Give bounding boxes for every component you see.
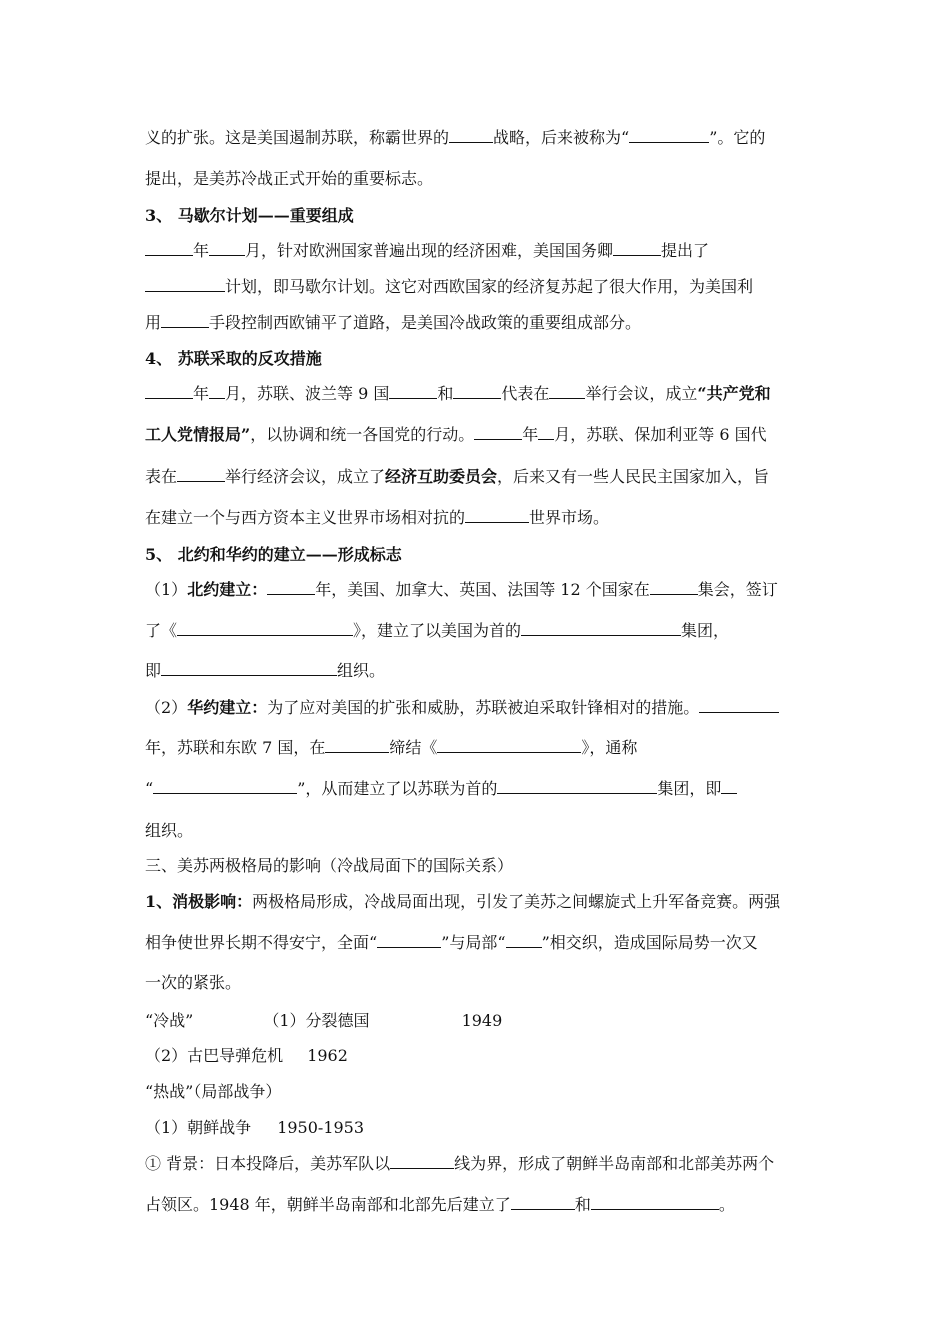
paragraph-line: [145, 1194, 735, 1216]
fill-blank[interactable]: [497, 778, 657, 794]
text: 一次的紧张。: [145, 973, 242, 992]
text: 年: [193, 241, 210, 260]
text: 》，通称: [581, 738, 638, 757]
text: 月，苏联、保加利亚等 6 国代: [554, 425, 767, 444]
fill-blank[interactable]: [538, 424, 554, 440]
text: 在建立一个与西方资本主义世界市场相对抗的: [145, 508, 466, 527]
text: ”，从而建立了以苏联为首的: [297, 779, 498, 798]
paragraph-line: [145, 1153, 774, 1175]
fill-blank[interactable]: [721, 778, 737, 794]
text: 月，苏联、波兰等 9 国: [225, 384, 390, 403]
fill-blank[interactable]: [161, 312, 209, 328]
section-heading: [145, 348, 322, 370]
text: “冷战”: [145, 1011, 194, 1030]
text: 年: [522, 425, 539, 444]
text: 集会，签订: [697, 580, 778, 599]
text: 相争使世界长期不得安宁，全面“: [145, 933, 378, 952]
text: 年，苏联和东欧 7 国，在: [145, 738, 326, 757]
paragraph-line: [145, 620, 729, 642]
paragraph-line: [145, 127, 765, 149]
bold-text: 北约建立：: [187, 580, 268, 599]
text: 和: [437, 384, 454, 403]
bold-text: 1、消极影响：: [145, 892, 253, 911]
text: 组织。: [145, 821, 194, 840]
text: 线为界，形成了朝鲜半岛南部和北部美苏两个: [454, 1154, 775, 1173]
text: 缔结《: [389, 738, 438, 757]
fill-blank[interactable]: [613, 240, 661, 256]
fill-blank[interactable]: [629, 127, 709, 143]
text: 用: [145, 313, 162, 332]
fill-blank[interactable]: [474, 424, 522, 440]
text: 。: [718, 1195, 735, 1214]
text: （1）: [145, 580, 188, 599]
fill-blank[interactable]: [549, 383, 585, 399]
text: 为了应对美国的扩张和威胁，苏联被迫采取针锋相对的措施。: [267, 698, 700, 717]
text: （1）朝鲜战争: [145, 1118, 252, 1137]
text: ，以协调和统一各国党的行动。: [250, 425, 475, 444]
year: 1962: [307, 1046, 348, 1065]
fill-blank[interactable]: [650, 579, 698, 595]
fill-blank[interactable]: [177, 620, 353, 636]
text: 两极格局形成，冷战局面出现，引发了美苏之间螺旋式上升军备竞赛。两强: [252, 892, 781, 911]
paragraph-line: [145, 737, 637, 759]
text: 年: [193, 384, 210, 403]
fill-blank[interactable]: [377, 932, 441, 948]
fill-blank[interactable]: [145, 276, 225, 292]
text: ”。它的: [709, 128, 766, 147]
fill-blank[interactable]: [453, 383, 501, 399]
fill-blank[interactable]: [591, 1194, 719, 1210]
text: 占领区。1948 年，朝鲜半岛南部和北部先后建立了: [145, 1195, 511, 1214]
text: 手段控制西欧铺平了道路，是美国冷战政策的重要组成部分。: [209, 313, 642, 332]
fill-blank[interactable]: [145, 240, 193, 256]
fill-blank[interactable]: [209, 240, 245, 256]
paragraph-line: [145, 466, 769, 488]
text: ① 背景：日本投降后，美苏军队以: [145, 1154, 391, 1173]
paragraph-line: [145, 276, 753, 298]
paragraph-line: [145, 972, 241, 994]
text: 义的扩张。这是美国遏制苏联，称霸世界的: [145, 128, 450, 147]
text: 世界市场。: [529, 508, 610, 527]
text: 组织。: [337, 661, 386, 680]
text: 集团，即: [657, 779, 722, 798]
text: （1）分裂德国: [263, 1011, 370, 1030]
paragraph-line: [145, 424, 767, 446]
text: 表在: [145, 467, 178, 486]
paragraph-line: [145, 660, 385, 682]
paragraph-line: [145, 168, 433, 190]
text: 计划，即马歇尔计划。这它对西欧国家的经济复苏起了很大作用，为美国利: [225, 277, 754, 296]
paragraph-line: [145, 579, 778, 601]
paragraph-line: [145, 778, 737, 800]
text: 集团，: [681, 621, 730, 640]
text: 年，美国、加拿大、英国、法国等 12 个国家在: [315, 580, 650, 599]
paragraph-line: [145, 891, 780, 913]
section-heading: [145, 205, 354, 227]
fill-blank[interactable]: [449, 127, 493, 143]
text: ”相交织，造成国际局势一次又: [541, 933, 758, 952]
fill-blank[interactable]: [209, 383, 225, 399]
bold-text: 华约建立：: [187, 698, 268, 717]
text: ”与局部“: [441, 933, 506, 952]
list-line: [145, 1117, 364, 1139]
fill-blank[interactable]: [153, 778, 297, 794]
paragraph-line: [145, 312, 641, 334]
section-heading: [145, 855, 513, 877]
paragraph-line: [145, 240, 709, 262]
text: （2）古巴导弹危机: [145, 1046, 284, 1065]
text: 举行经济会议，成立了: [225, 467, 386, 486]
paragraph-line: [145, 932, 758, 954]
text: 代表在: [501, 384, 550, 403]
paragraph-line: [145, 697, 779, 719]
text: 和: [574, 1195, 591, 1214]
fill-blank[interactable]: [145, 383, 193, 399]
bold-text: “共产党和: [697, 384, 771, 403]
bold-text: 经济互助委员会: [385, 467, 498, 486]
heading-text: 4、 苏联采取的反攻措施: [145, 349, 322, 368]
fill-blank[interactable]: [325, 737, 389, 753]
paragraph-line: [145, 507, 609, 529]
text: 提出，是美苏冷战正式开始的重要标志。: [145, 169, 434, 188]
fill-blank[interactable]: [437, 737, 581, 753]
list-line: [145, 1081, 281, 1103]
heading-text: 3、 马歇尔计划——重要组成: [145, 206, 354, 225]
fill-blank[interactable]: [389, 383, 437, 399]
list-line: [145, 1045, 348, 1067]
paragraph-line: [145, 383, 771, 405]
fill-blank[interactable]: [267, 579, 315, 595]
fill-blank[interactable]: [699, 697, 779, 713]
fill-blank[interactable]: [511, 1194, 575, 1210]
text: 提出了: [661, 241, 710, 260]
fill-blank[interactable]: [465, 507, 529, 523]
text: （2）: [145, 698, 188, 717]
text: “热战”（局部战争）: [145, 1082, 282, 1101]
fill-blank[interactable]: [177, 466, 225, 482]
text: 月，针对欧洲国家普遍出现的经济困难，美国国务卿: [245, 241, 614, 260]
fill-blank[interactable]: [506, 932, 542, 948]
heading-text: 5、 北约和华约的建立——形成标志: [145, 545, 402, 564]
fill-blank[interactable]: [161, 660, 337, 676]
text: ，后来又有一些人民民主国家加入，旨: [497, 467, 770, 486]
year: 1949: [461, 1011, 503, 1030]
text: 》，建立了以美国为首的: [353, 621, 522, 640]
text: “: [145, 779, 154, 798]
text: 举行会议，成立: [585, 384, 698, 403]
list-line: [145, 1010, 502, 1032]
text: 了《: [145, 621, 178, 640]
heading-text: 三、美苏两极格局的影响（冷战局面下的国际关系）: [145, 856, 514, 875]
year: 1950-1953: [277, 1118, 365, 1137]
bold-text: 工人党情报局”: [145, 425, 251, 444]
section-heading: [145, 544, 402, 566]
fill-blank[interactable]: [390, 1153, 454, 1169]
fill-blank[interactable]: [521, 620, 681, 636]
paragraph-line: [145, 820, 193, 842]
text: 战略，后来被称为“: [493, 128, 630, 147]
text: 即: [145, 661, 162, 680]
